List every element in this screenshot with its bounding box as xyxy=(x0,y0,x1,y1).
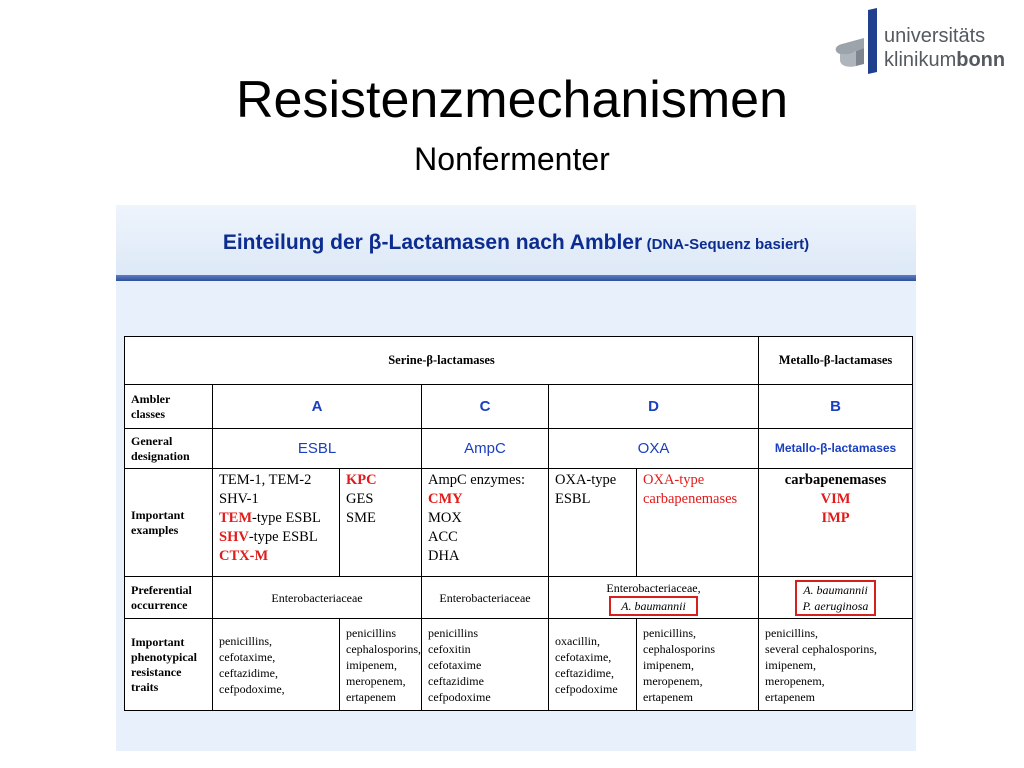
logo-line-2: klinikumbonn xyxy=(884,49,1006,71)
traits-d1: oxacillin, cefotaxime, ceftazidime, cefpodoxime xyxy=(549,619,637,711)
traits-row xyxy=(125,619,913,711)
examples-c: AmpC enzymes: CMY MOX ACC DHA xyxy=(422,469,549,577)
row-label-examples: Important examples xyxy=(125,469,213,577)
traits-c: penicillins cefoxitin cefotaxime ceftazidime cefpodoxime xyxy=(422,619,549,711)
examples-d2: OXA-type carbapenemases xyxy=(637,469,759,577)
ambler-classes-row xyxy=(125,385,913,429)
logo-mark-icon xyxy=(834,8,880,78)
metallo-header: Metallo-β-lactamases xyxy=(759,337,913,385)
table-header-row xyxy=(125,337,913,385)
row-label-designation: General designation xyxy=(125,429,213,469)
row-label-traits: Important phenotypical resistance traits xyxy=(125,619,213,711)
row-label-ambler: Ambler classes xyxy=(125,385,213,429)
slide-subtitle: Nonfermenter xyxy=(414,141,610,177)
serine-header: Serine-β-lactamases xyxy=(125,337,759,385)
figure-divider xyxy=(116,275,916,281)
examples-a1: TEM-1, TEM-2 SHV-1 TEM-type ESBL SHV-type ESBL CTX-M xyxy=(213,469,340,577)
class-b: B xyxy=(759,385,913,429)
ambler-table-wrapper xyxy=(124,336,912,711)
occurrence-b xyxy=(759,577,913,619)
examples-row xyxy=(125,469,913,577)
occurrence-c: Enterobacteriaceae xyxy=(422,577,549,619)
highlight-a-baumannii: A. baumannii xyxy=(609,596,698,616)
examples-d1: OXA-type ESBL xyxy=(549,469,637,577)
examples-b: carbapenemases VIM IMP xyxy=(759,469,913,577)
traits-a2: penicillins cephalosporins, imipenem, meropenem, ertapenem xyxy=(340,619,422,711)
figure-title xyxy=(116,231,916,255)
designation-d: OXA xyxy=(549,429,759,469)
designation-a: ESBL xyxy=(213,429,422,469)
designation-c: AmpC xyxy=(422,429,549,469)
university-logo xyxy=(834,8,1020,78)
occurrence-a: Enterobacteriaceae xyxy=(213,577,422,619)
traits-a1: penicillins, cefotaxime, ceftazidime, cefpodoxime, xyxy=(213,619,340,711)
designation-row xyxy=(125,429,913,469)
designation-b: Metallo-β-lactamases xyxy=(759,429,913,469)
examples-a2: KPC GES SME xyxy=(340,469,422,577)
occurrence-row xyxy=(125,577,913,619)
row-label-occurrence: Preferential occurrence xyxy=(125,577,213,619)
beta-lactamase-figure xyxy=(116,205,916,751)
traits-d2: penicillins, cephalosporins imipenem, meropenem, ertapenem xyxy=(637,619,759,711)
class-a: A xyxy=(213,385,422,429)
figure-title-main: Einteilung der β-Lactamasen nach Ambler xyxy=(222,231,643,254)
class-c: C xyxy=(422,385,549,429)
traits-b: penicillins, several cephalosporins, imipenem, meropenem, ertapenem xyxy=(759,619,913,711)
highlight-metallo-organisms: A. baumannii P. aeruginosa xyxy=(795,580,877,616)
slide-title: Resistenzmechanismen xyxy=(235,71,789,129)
logo-line-1: universitäts xyxy=(884,25,986,47)
occurrence-d: Enterobacteriaceae, A. baumannii xyxy=(549,577,759,619)
class-d: D xyxy=(549,385,759,429)
ambler-classification-table xyxy=(124,336,913,711)
figure-title-sub: (DNA-Sequenz basiert) xyxy=(646,236,810,253)
